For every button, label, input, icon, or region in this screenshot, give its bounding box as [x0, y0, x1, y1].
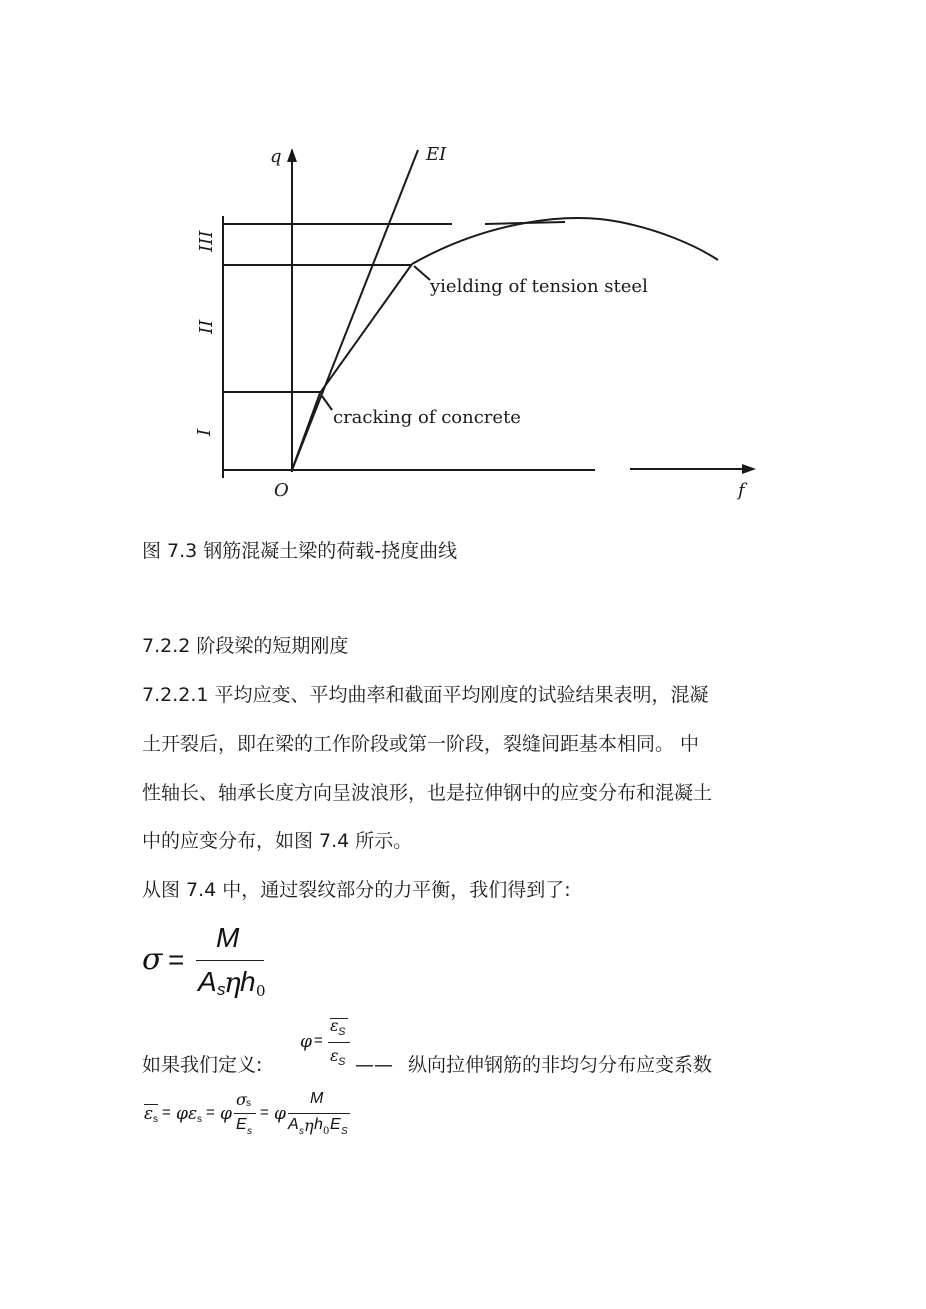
- moment-symbol: M: [216, 922, 240, 953]
- q-axis-label: q: [270, 146, 282, 167]
- origin-label: O: [274, 480, 289, 501]
- load-deflection-figure: [190, 140, 770, 510]
- fraction-bar: [196, 960, 264, 961]
- cracking-note: cracking of concrete: [333, 407, 521, 428]
- formula-phi-definition: φ = ε S ε S: [296, 1014, 356, 1074]
- formula-stress: σ = M A s η h 0: [142, 922, 266, 1000]
- equilibrium-statement: 从图 7.4 中，通过裂纹部分的力平衡，我们得到了:: [142, 879, 571, 901]
- f-axis-label: f: [738, 480, 745, 501]
- definition-description: 纵向拉伸钢筋的非均匀分布应变系数: [408, 1054, 713, 1076]
- equals-sign: =: [168, 944, 185, 975]
- figure-caption: 图 7.3 钢筋混凝土梁的荷载-挠度曲线: [142, 540, 458, 562]
- em-dash: ——: [355, 1054, 393, 1076]
- formula-mean-strain: ε s = φ ε s = φ σ s E s = φ M A s η h 0 E S: [140, 1092, 370, 1152]
- f-axis-arrow: [742, 464, 756, 474]
- fraction-bar: [328, 1042, 350, 1043]
- stage-label-i: I: [194, 428, 215, 436]
- q-axis-arrow: [287, 148, 297, 162]
- eta-symbol: η: [224, 966, 241, 999]
- paragraph-line: 7.2.2.1 平均应变、平均曲率和截面平均刚度的试验结果表明，混凝: [142, 684, 709, 706]
- area-symbol: A: [198, 966, 217, 997]
- ei-label: EI: [426, 144, 447, 165]
- paragraph-line: 性轴长、轴承长度方向呈波浪形，也是拉伸钢中的应变分布和混凝土: [142, 782, 713, 804]
- paragraph-line: 土开裂后，即在梁的工作阶段或第一阶段，裂缝间距基本相同。 中: [142, 733, 700, 755]
- yielding-note: yielding of tension steel: [430, 276, 648, 297]
- stage-label-iii: III: [196, 230, 217, 252]
- section-heading: 7.2.2 阶段梁的短期刚度: [142, 635, 349, 657]
- stage-label-ii: II: [196, 319, 217, 334]
- paragraph-line: 中的应变分布，如图 7.4 所示。: [142, 830, 413, 852]
- sigma-symbol: σ: [142, 942, 163, 977]
- depth-symbol: h: [240, 966, 256, 997]
- load-deflection-curve: [292, 264, 412, 470]
- definition-prefix: 如果我们定义:: [142, 1054, 263, 1076]
